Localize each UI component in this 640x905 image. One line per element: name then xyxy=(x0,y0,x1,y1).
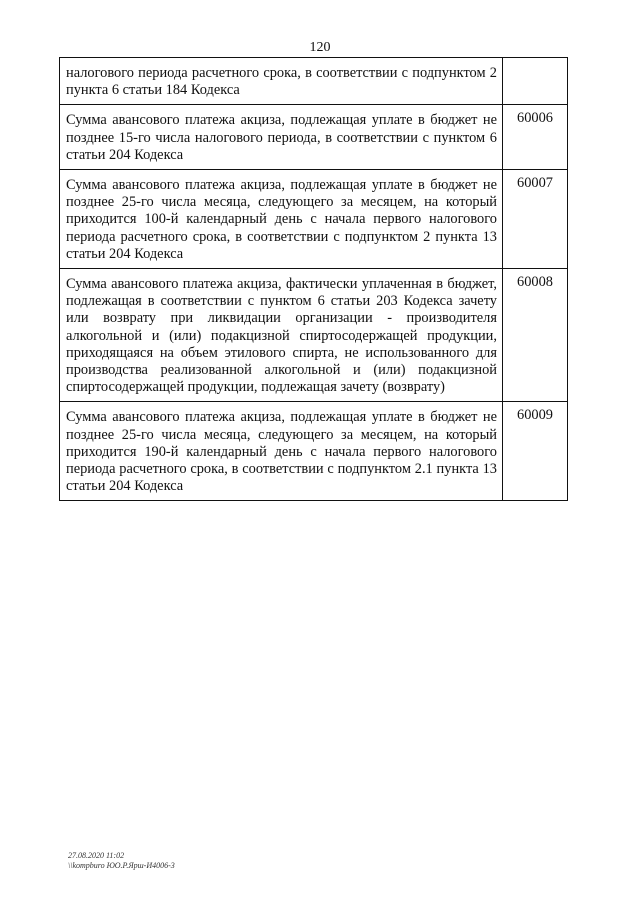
row-description: налогового периода расчетного срока, в соответствии с подпунктом 2 пункта 6 статьи 184 Кодекса xyxy=(60,58,503,105)
row-code: 60008 xyxy=(503,269,568,402)
table-row xyxy=(60,402,568,501)
table-row xyxy=(60,170,568,269)
row-code: 60007 xyxy=(503,170,568,269)
table-row xyxy=(60,269,568,402)
codes-table xyxy=(59,57,568,501)
row-description: Сумма авансового платежа акциза, фактически уплаченная в бюджет, подлежащая в соответствии с пунктом 6 статьи 203 Кодекса зачету или возврату при ликвидации организации - производителя алкогольной и (или) подакцизной спиртосодержащей продукции, приходящаяся на объем этилового спирта, не использованного для производства реализованной алкогольной и (или) подакцизной спиртосодержащей продукции, подлежащая зачету (возврату) xyxy=(60,269,503,402)
table-row xyxy=(60,105,568,170)
table-row xyxy=(60,58,568,105)
row-description: Сумма авансового платежа акциза, подлежащая уплате в бюджет не позднее 25-го числа месяца, следующего за месяцем, на который приходится 100-й календарный день с начала первого налогового периода расчетного срока, в соответствии с подпунктом 2 пункта 13 статьи 204 Кодекса xyxy=(60,170,503,269)
row-description: Сумма авансового платежа акциза, подлежащая уплате в бюджет не позднее 25-го числа месяца, следующего за месяцем, на который приходится 190-й календарный день с начала первого налогового периода расчетного срока, в соответствии с подпунктом 2.1 пункта 13 статьи 204 Кодекса xyxy=(60,402,503,501)
footer-path: \\kompburo ЮО.P.Ярш-И4006-3 xyxy=(68,861,175,870)
footer-date: 27.08.2020 11:02 xyxy=(68,851,125,860)
row-code: 60006 xyxy=(503,105,568,170)
row-code xyxy=(503,58,568,105)
row-description: Сумма авансового платежа акциза, подлежащая уплате в бюджет не позднее 15-го числа налогового периода, в соответствии с пунктом 6 статьи 204 Кодекса xyxy=(60,105,503,170)
footer xyxy=(68,851,175,871)
page-number: 120 xyxy=(309,40,331,55)
row-code: 60009 xyxy=(503,402,568,501)
